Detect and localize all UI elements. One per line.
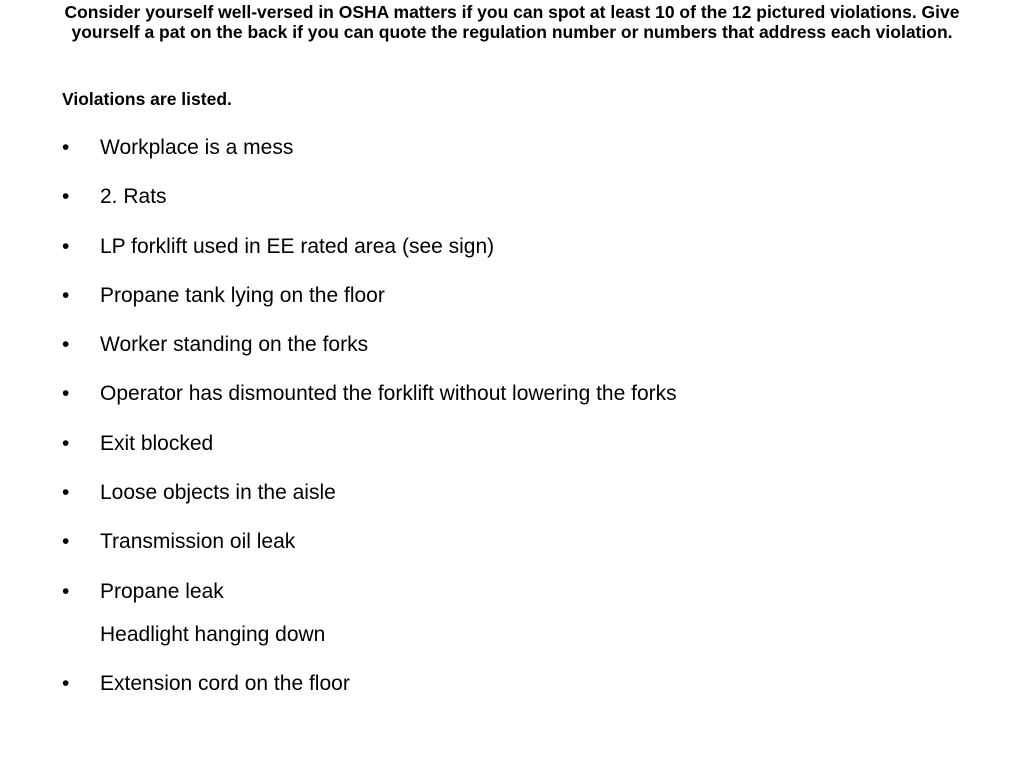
bullet-icon: • [62, 671, 70, 695]
list-item [62, 579, 962, 648]
list-item [62, 480, 962, 506]
bullet-icon: • [62, 283, 70, 307]
list-item-text: LP forklift used in EE rated area (see sign) [100, 234, 495, 258]
list-item-text: Transmission oil leak [100, 530, 296, 554]
bullet-icon: • [62, 382, 70, 406]
list-item-text: Propane tank lying on the floor [100, 283, 385, 307]
list-item-text: Loose objects in the aisle [100, 481, 336, 505]
bullet-icon: • [62, 579, 70, 603]
bullet-icon: • [62, 185, 70, 209]
list-item [62, 381, 962, 407]
bullet-icon: • [62, 481, 70, 505]
bullet-icon: • [62, 431, 70, 455]
list-item [62, 671, 962, 697]
list-item-text: Workplace is a mess [100, 136, 294, 159]
section-subheading: Violations are listed. [62, 89, 232, 109]
list-item-text: Operator has dismounted the forklift without lowering the forks [100, 382, 677, 406]
list-item [62, 283, 962, 309]
bullet-icon: • [62, 234, 70, 258]
list-item-text: Propane leak [100, 579, 224, 603]
list-item-continuation: Headlight hanging down [100, 622, 326, 646]
list-item [62, 135, 962, 161]
violations-list [62, 135, 962, 720]
bullet-icon: • [62, 333, 70, 357]
list-item-text: 2. Rats [100, 185, 167, 209]
list-item-text: Exit blocked [100, 431, 214, 455]
page-title: Consider yourself well-versed in OSHA matters if you can spot at least 10 of the 12 pictured violations. Give yourself a pat on the back if you can quote the regulation number or numbers that address each violation. [64, 2, 960, 42]
bullet-icon: • [62, 136, 70, 159]
list-item [62, 234, 962, 260]
list-item-text: Extension cord on the floor [100, 671, 350, 695]
bullet-icon: • [62, 530, 70, 554]
list-item [62, 529, 962, 555]
list-item-text: Worker standing on the forks [100, 333, 369, 357]
list-item [62, 332, 962, 358]
list-item [62, 431, 962, 457]
list-item [62, 184, 962, 210]
